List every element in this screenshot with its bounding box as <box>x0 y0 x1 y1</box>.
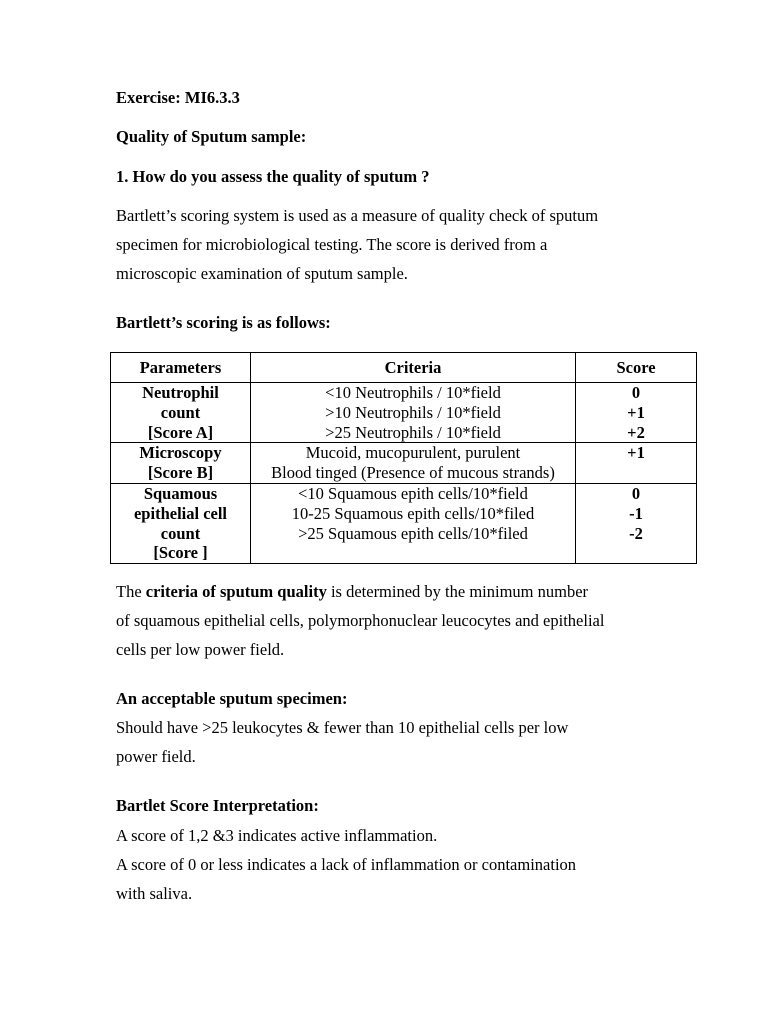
interpretation-line: A score of 0 or less indicates a lack of inflammation or contamination <box>116 855 577 874</box>
criteria-para-line: of squamous epithelial cells, polymorphonuclear leucocytes and epithelial <box>116 611 605 630</box>
criteria-cell <box>251 383 576 443</box>
section-title: Quality of Sputum sample: <box>116 127 307 146</box>
criteria-para-prefix: The <box>116 582 146 601</box>
acceptable-heading: An acceptable sputum specimen: <box>116 689 348 708</box>
param-text: [Score A] <box>147 422 214 442</box>
interpretation-heading: Bartlet Score Interpretation: <box>116 796 319 815</box>
score-text: +1 <box>627 402 645 422</box>
criteria-cell <box>251 483 576 563</box>
score-text: 0 <box>631 383 641 402</box>
criteria-para-bold: criteria of sputum quality <box>145 582 327 601</box>
criteria-text: Blood tinged (Presence of mucous strands) <box>271 463 555 483</box>
criteria-cell <box>251 443 576 484</box>
criteria-text: <10 Neutrophils / 10*field <box>325 383 501 402</box>
criteria-text: 10-25 Squamous epith cells/10*filed <box>291 503 535 523</box>
exercise-label: Exercise: MI6.3.3 <box>116 88 240 107</box>
score-text: -1 <box>629 503 643 523</box>
param-text: [Score B] <box>147 463 214 483</box>
criteria-paragraph <box>116 577 676 664</box>
intro-line: Bartlett’s scoring system is used as a measure of quality check of sputum <box>116 206 599 225</box>
column-header-criteria: Criteria <box>251 353 576 383</box>
question-heading: 1. How do you assess the quality of sputum ? <box>116 167 430 186</box>
criteria-para-line: cells per low power field. <box>116 640 285 659</box>
criteria-text: >25 Neutrophils / 10*field <box>325 422 501 442</box>
scoring-heading: Bartlett’s scoring is as follows: <box>116 313 331 332</box>
param-text: count <box>160 402 201 422</box>
score-cell <box>576 443 697 484</box>
interpretation-line: A score of 1,2 &3 indicates active inflammation. <box>116 826 438 845</box>
score-text: -2 <box>629 523 643 543</box>
param-cell <box>111 383 251 443</box>
acceptable-line: power field. <box>116 747 196 766</box>
acceptable-paragraph <box>116 713 676 771</box>
bartlett-scoring-table <box>110 352 697 564</box>
intro-line: specimen for microbiological testing. The score is derived from a <box>116 235 548 254</box>
param-text: Squamous <box>143 483 218 503</box>
score-cell <box>576 383 697 443</box>
score-cell <box>576 483 697 563</box>
param-text: epithelial cell <box>133 503 228 523</box>
criteria-text: >25 Squamous epith cells/10*filed <box>298 523 528 543</box>
intro-line: microscopic examination of sputum sample. <box>116 264 408 283</box>
table-header-row <box>111 353 697 383</box>
param-cell <box>111 483 251 563</box>
param-text: Microscopy <box>139 443 222 463</box>
interpretation-line: with saliva. <box>116 884 193 903</box>
criteria-para-line <box>116 577 676 606</box>
criteria-text: <10 Squamous epith cells/10*field <box>298 483 528 503</box>
criteria-para-rest: is determined by the minimum number <box>326 582 589 601</box>
score-text: +2 <box>627 422 645 442</box>
table-row-neutrophil <box>111 383 697 443</box>
param-text: count <box>160 523 201 543</box>
param-text: Neutrophil <box>142 383 219 402</box>
criteria-text: Mucoid, mucopurulent, purulent <box>305 443 521 463</box>
param-cell <box>111 443 251 484</box>
score-text: 0 <box>631 483 641 503</box>
acceptable-line: Should have >25 leukocytes & fewer than 10 epithelial cells per low <box>116 718 569 737</box>
column-header-score: Score <box>576 353 697 383</box>
param-text: [Score ] <box>153 543 208 563</box>
interpretation-paragraph <box>116 821 676 908</box>
table-row-microscopy <box>111 443 697 484</box>
table-row-squamous <box>111 483 697 563</box>
column-header-parameters: Parameters <box>111 353 251 383</box>
intro-paragraph <box>116 201 676 288</box>
score-text: +1 <box>627 443 645 463</box>
criteria-text: >10 Neutrophils / 10*field <box>325 402 501 422</box>
